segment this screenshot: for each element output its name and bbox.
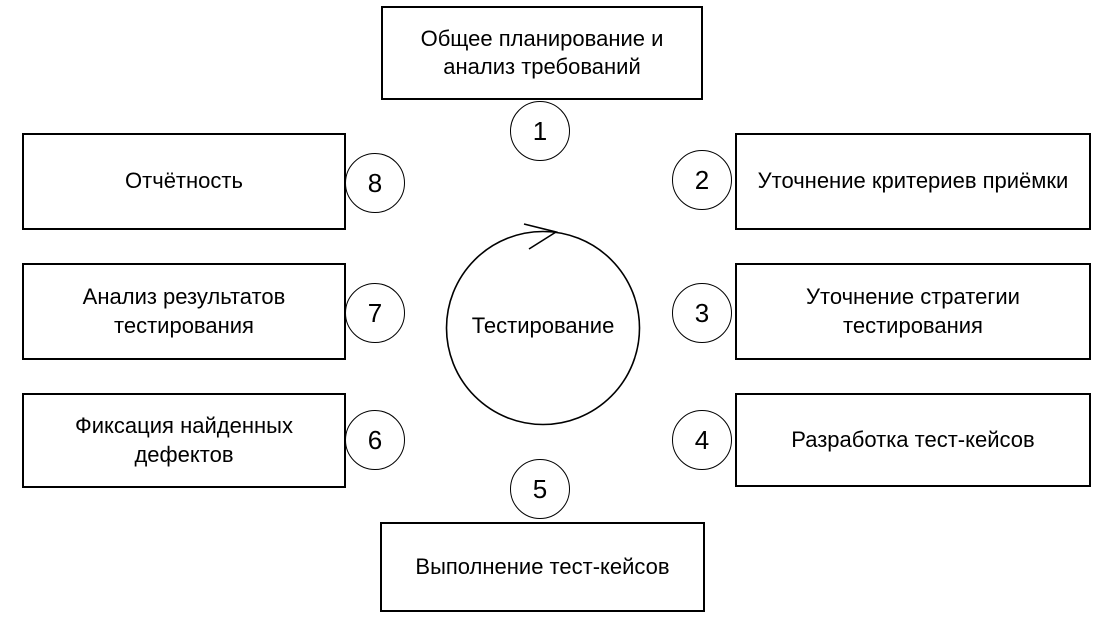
step-number-badge-2 [672,150,732,210]
step-box-reporting [22,133,346,230]
cycle-arrow-circle [440,222,646,430]
step-number-badge-1 [510,101,570,161]
step-number: 1 [532,115,548,146]
step-box-label: Уточнение критериев приёмки [757,168,1069,194]
step-box-label: Общее планирование и анализ требований [420,25,664,79]
cycle-label: Тестирование [471,313,615,338]
step-box-label: Уточнение стратегии тестирования [806,284,1020,338]
step-box-test-case-development [735,393,1091,487]
step-number: 2 [694,164,710,195]
step-box-defect-logging [22,393,346,488]
step-box-label: Отчётность [125,168,243,194]
step-box-acceptance-criteria [735,133,1091,230]
step-box-results-analysis [22,263,346,360]
step-box-test-case-execution [380,522,705,612]
step-box-label: Анализ результатов тестирования [82,284,286,338]
step-number: 4 [694,424,710,455]
step-number-badge-8 [345,153,405,213]
step-number-badge-6 [345,410,405,470]
cycle-circle-outline [447,232,640,425]
step-box-label: Фиксация найденных дефектов [75,413,293,467]
step-box-test-strategy [735,263,1091,360]
step-number: 6 [367,424,383,455]
step-box-label: Выполнение тест-кейсов [415,553,670,579]
step-number-badge-7 [345,283,405,343]
step-number: 7 [367,297,383,328]
clockwise-arrowhead-icon [524,224,556,249]
step-number: 8 [367,167,383,198]
step-number-badge-4 [672,410,732,470]
step-box-label: Разработка тест-кейсов [791,426,1035,452]
step-number-badge-5 [510,459,570,519]
step-number-badge-3 [672,283,732,343]
step-box-general-planning [381,6,703,100]
step-number: 5 [532,473,548,504]
step-number: 3 [694,297,710,328]
